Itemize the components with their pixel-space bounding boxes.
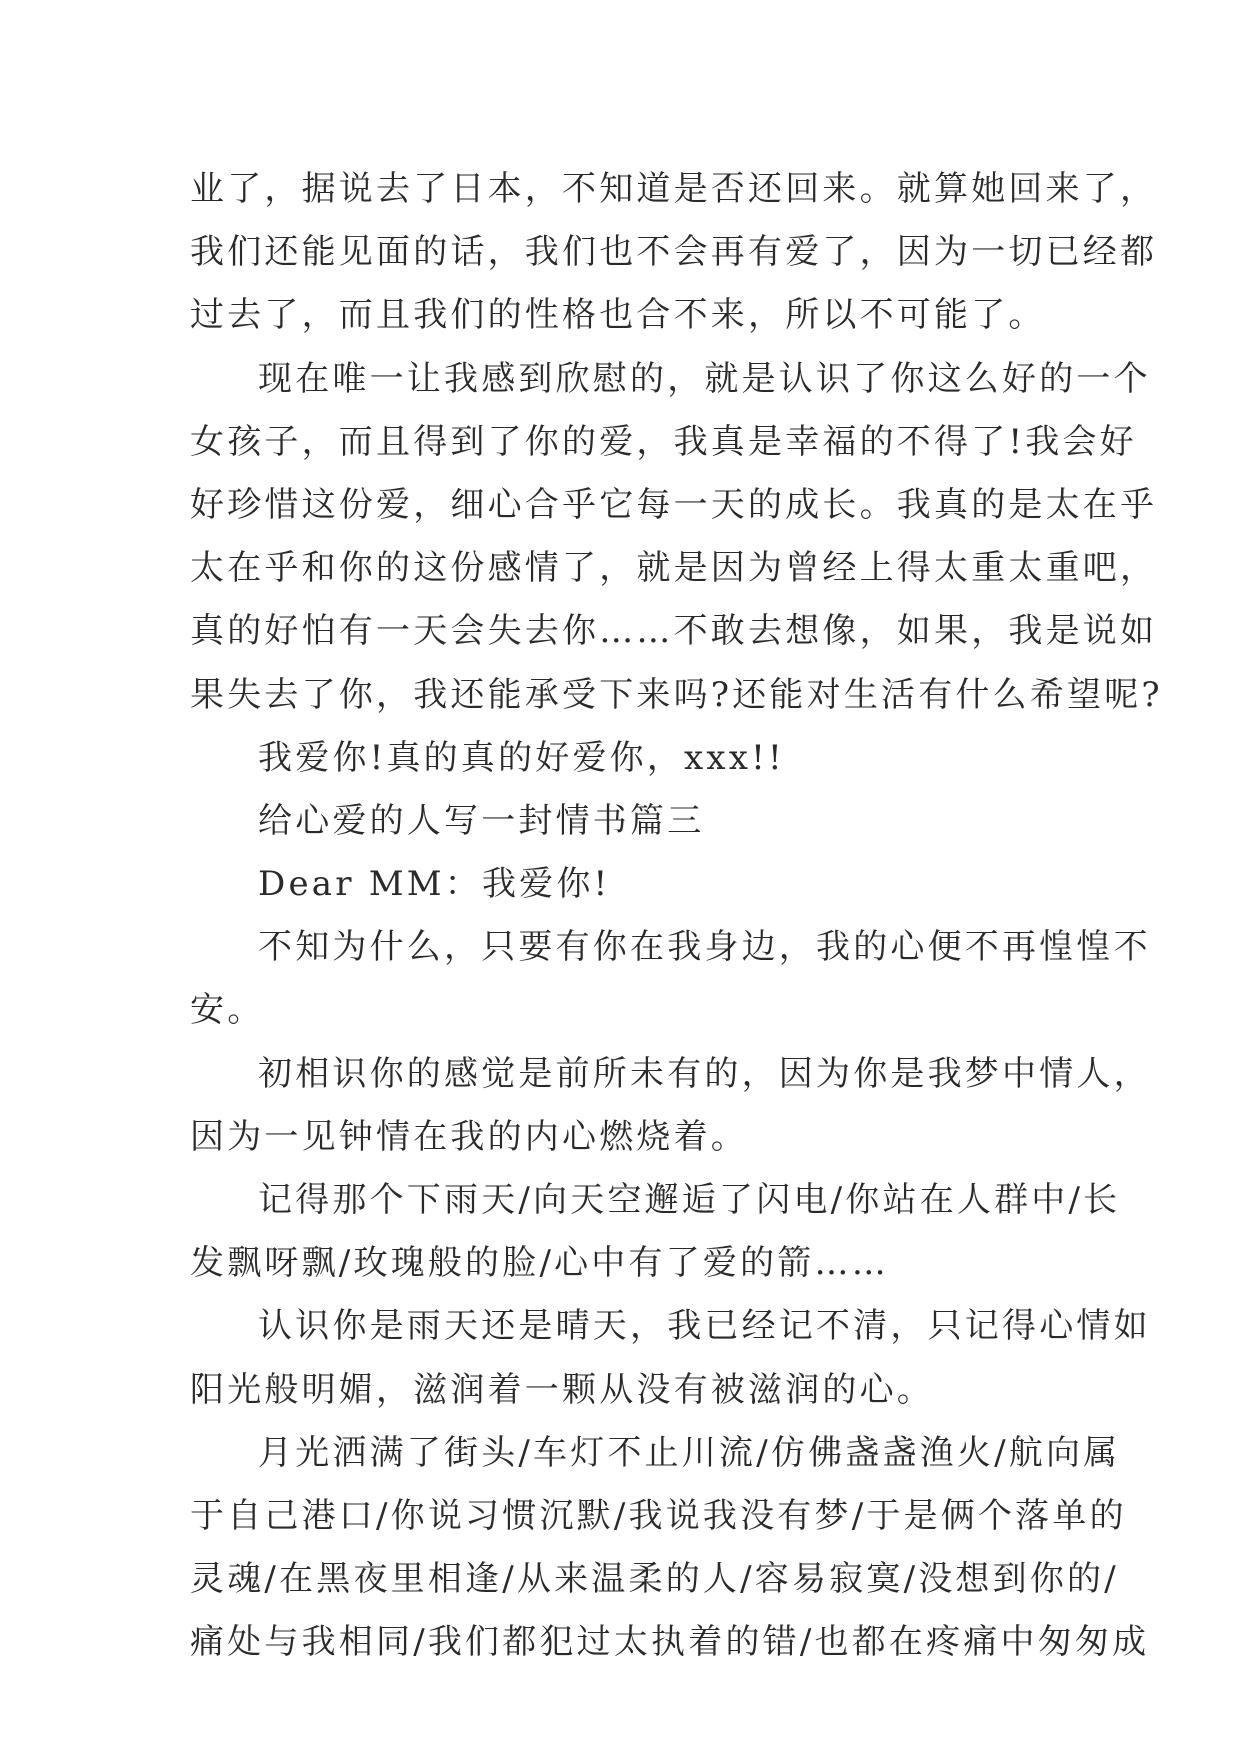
paragraph	[190, 1169, 1121, 1295]
section-heading	[190, 790, 1070, 853]
text-line: 果失去了你，我还能承受下来吗?还能对生活有什么希望呢?	[190, 674, 1163, 715]
text-line: 于自己港口/你说习惯沉默/我说我没有梦/于是俩个落单的	[190, 1495, 1127, 1536]
text-line: 阳光般明媚，滋润着一颗从没有被滋润的心。	[190, 1369, 934, 1410]
text-line: 我们还能见面的话，我们也不会再有爱了，因为一切已经都	[190, 232, 1158, 273]
text-line: 认识你是雨天还是晴天，我已经记不清，只记得心情如	[258, 1306, 1151, 1347]
text-line: 发飘呀飘/玫瑰般的脸/心中有了爱的箭……	[190, 1243, 889, 1284]
text-line: 安。	[190, 990, 265, 1031]
text-line: 灵魂/在黑夜里相逢/从来温柔的人/容易寂寞/没想到你的/	[190, 1559, 1119, 1600]
paragraph	[190, 916, 1151, 1042]
paragraph	[190, 1422, 1150, 1675]
paragraph	[190, 158, 1158, 348]
paragraph	[190, 348, 1163, 727]
text-line: 给心爱的人写一封情书篇三	[258, 800, 705, 841]
paragraph	[190, 727, 1070, 790]
text-line: 月光洒满了街头/车灯不止川流/仿佛盏盏渔火/航向属	[258, 1432, 1121, 1473]
text-line: 初相识你的感觉是前所未有的，因为你是我梦中情人，	[258, 1053, 1151, 1094]
salutation	[190, 853, 1070, 916]
text-line: 过去了，而且我们的性格也合不来，所以不可能了。	[190, 295, 1046, 336]
text-line: Dear MM：我爱你!	[258, 864, 611, 905]
text-line: 真的好怕有一天会失去你……不敢去想像，如果，我是说如	[190, 611, 1158, 652]
text-line: 业了，据说去了日本，不知道是否还回来。就算她回来了，	[190, 169, 1158, 209]
text-line: 痛处与我相同/我们都犯过太执着的错/也都在疼痛中匆匆成	[190, 1622, 1150, 1663]
text-line: 因为一见钟情在我的内心燃烧着。	[190, 1116, 748, 1157]
text-line: 不知为什么，只要有你在我身边，我的心便不再惶惶不	[258, 927, 1151, 968]
text-line: 记得那个下雨天/向天空邂逅了闪电/你站在人群中/长	[258, 1180, 1121, 1220]
text-line: 我爱你!真的真的好爱你，xxx!!	[258, 737, 785, 778]
text-line: 好珍惜这份爱，细心合乎它每一天的成长。我真的是太在乎	[190, 484, 1158, 525]
text-line: 太在乎和你的这份感情了，就是因为曾经上得太重太重吧，	[190, 548, 1158, 589]
document-body	[190, 158, 1163, 1675]
paragraph	[190, 1295, 1151, 1421]
paragraph	[190, 1043, 1151, 1169]
text-line: 现在唯一让我感到欣慰的，就是认识了你这么好的一个	[258, 358, 1151, 399]
text-line: 女孩子，而且得到了你的爱，我真是幸福的不得了!我会好	[190, 421, 1137, 462]
